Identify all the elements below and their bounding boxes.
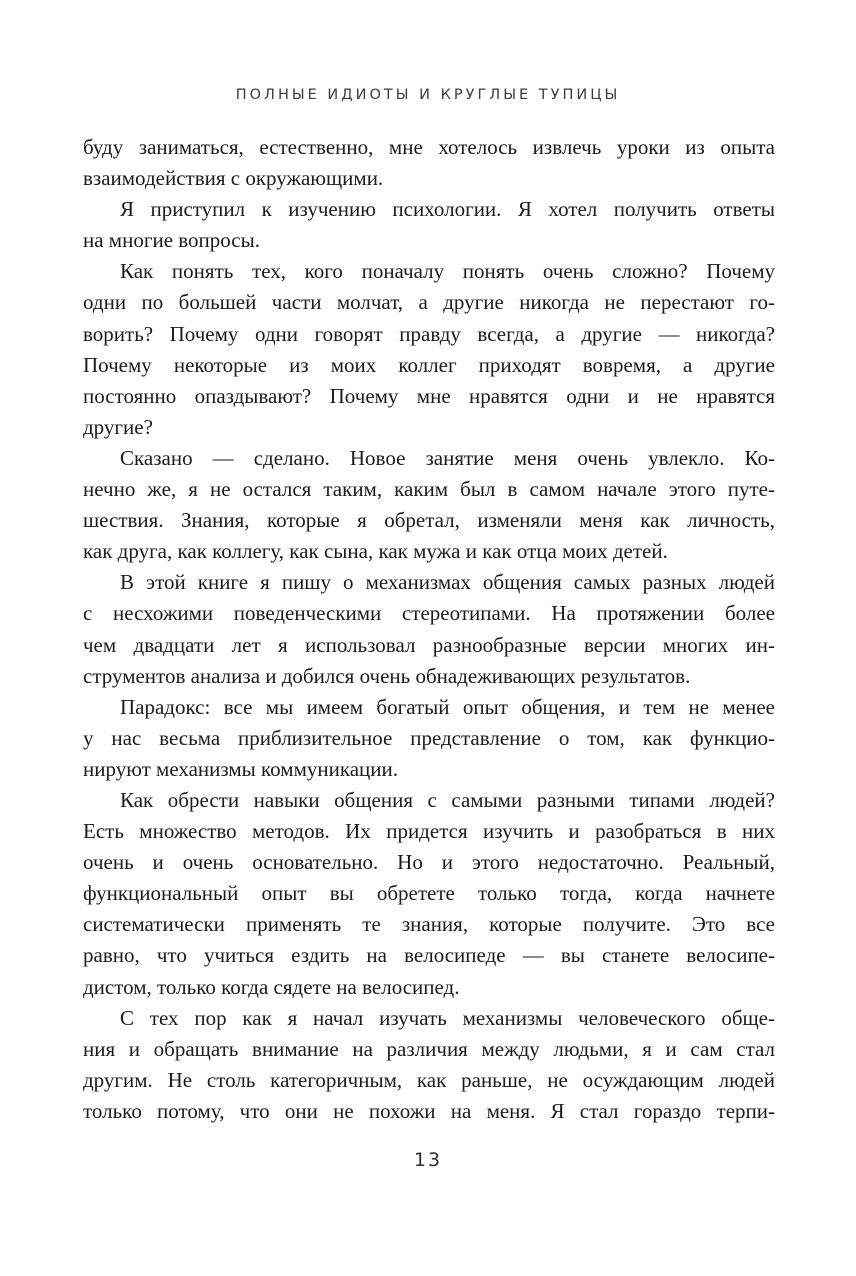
text-line: дистом, только когда сядете на велосипед. [83,974,460,999]
text-line: как друга, как коллегу, как сына, как мужа и как отца моих детей. [83,539,668,564]
page-number: 13 [413,1149,443,1171]
text-line: С тех пор как я начал изучать механизмы человеческого обще- [120,1005,775,1030]
paragraph [83,567,775,691]
text-line: другим. Не столь категоричным, как раньше, не осуждающим людей [83,1067,775,1092]
text-line: Как обрести навыки общения с самыми разными типами людей? [120,787,775,812]
text-line: постоянно опаздывают? Почему мне нравятся одни и не нравятся [83,383,775,408]
text-line: Почему некоторые из моих коллег приходят вовремя, а другие [83,352,775,377]
paragraph [83,132,775,194]
paragraph [83,692,775,785]
text-line: Парадокс: все мы имеем богатый опыт общения, и тем не менее [120,694,775,719]
paragraph [83,256,775,443]
text-line: нечно же, я не остался таким, каким был в самом начале этого путе- [83,477,775,502]
text-line: другие? [83,414,153,439]
paragraph [83,785,775,1003]
text-line: Есть множество методов. Их придется изучить и разобраться в них [83,819,775,844]
text-line: взаимодействия с окружающими. [83,166,384,191]
text-line: ния и обращать внимание на различия между людьми, я и сам стал [83,1036,775,1061]
text-line: одни по большей части молчат, а другие никогда не перестают го- [83,290,775,315]
text-line: В этой книге я пишу о механизмах общения самых разных людей [120,570,775,595]
text-line: с несхожими поведенческими стереотипами. На протяжении более [83,601,775,626]
body-text [83,132,775,1127]
text-line: систематически применять те знания, которые получите. Это все [83,912,775,937]
text-line: у нас весьма приблизительное представление о том, как функцио- [83,725,775,750]
text-line: функциональный опыт вы обретете только тогда, когда начнете [83,881,775,906]
running-head: ПОЛНЫЕ ИДИОТЫ И КРУГЛЫЕ ТУПИЦЫ [235,87,621,103]
text-line: Сказано — сделано. Новое занятие меня очень увлекло. Ко- [120,445,775,470]
paragraph [83,194,775,256]
text-line: струментов анализа и добился очень обнадеживающих результатов. [83,663,691,688]
text-line: на многие вопросы. [83,228,260,253]
text-line: равно, что учиться ездить на велосипеде — вы станете велосипе- [83,943,775,968]
text-line: Я приступил к изучению психологии. Я хотел получить ответы [120,197,775,222]
paragraph [83,443,775,567]
text-line: чем двадцати лет я использовал разнообразные версии многих ин- [83,632,775,657]
text-line: Как понять тех, кого поначалу понять очень сложно? Почему [120,259,775,284]
text-line: ворить? Почему одни говорят правду всегда, а другие — никогда? [83,321,775,346]
text-line: нируют механизмы коммуникации. [83,756,398,781]
paragraph [83,1003,775,1127]
text-line: буду заниматься, естественно, мне хотелось извлечь уроки из опыта [83,135,775,159]
text-line: только потому, что они не похожи на меня. Я стал гораздо терпи- [83,1098,775,1123]
text-line: шествия. Знания, которые я обретал, изменяли меня как личность, [83,508,775,533]
text-line: очень и очень основательно. Но и этого недостаточно. Реальный, [83,850,775,875]
